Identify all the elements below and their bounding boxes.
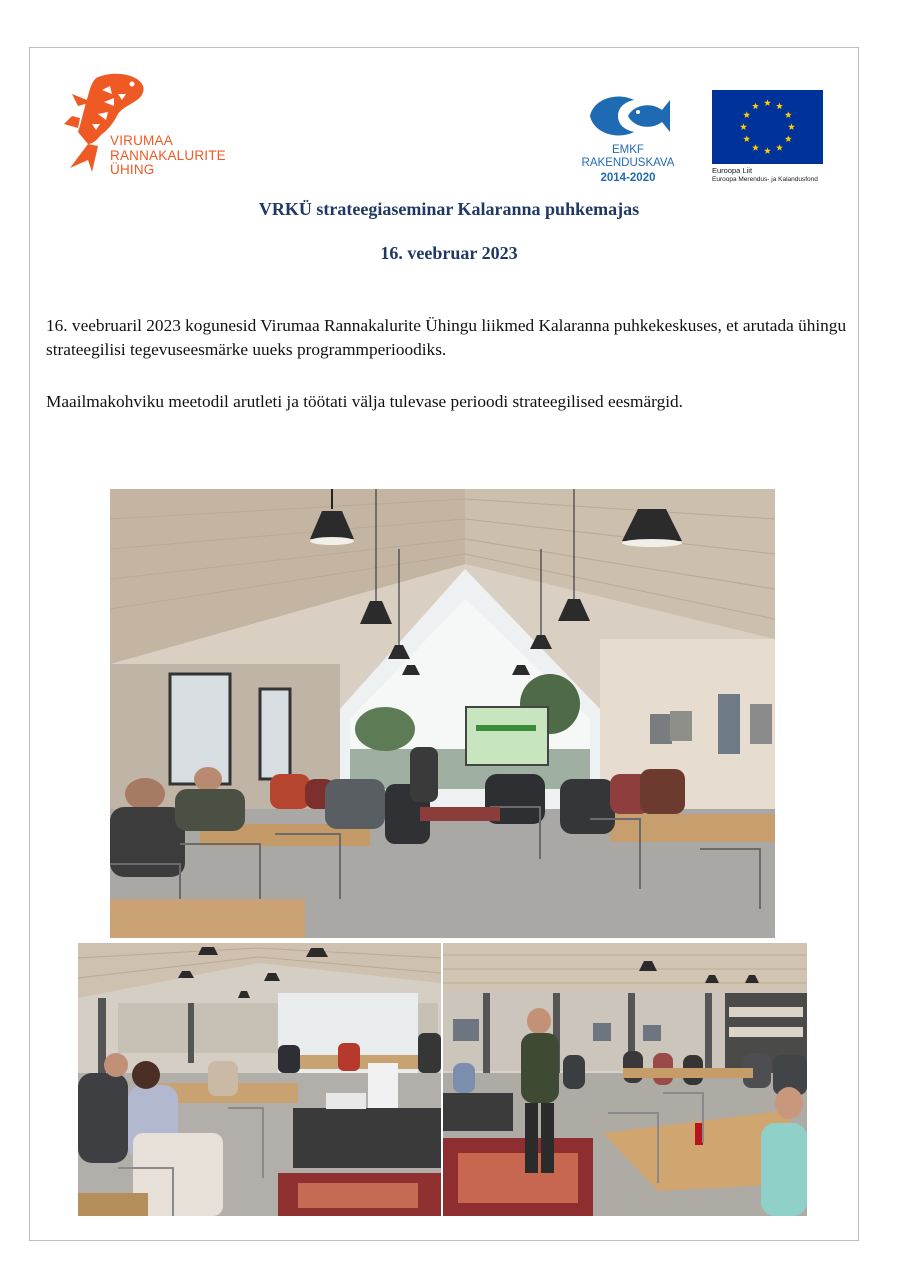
org-name-line1: VIRUMAA	[110, 133, 173, 148]
org-name-line3: ÜHING	[110, 162, 155, 177]
seminar-hall-wide-photo	[110, 489, 775, 938]
eu-caption1: Euroopa Liit	[712, 166, 753, 175]
emkf-line2: RAKENDUSKAVA	[581, 157, 675, 169]
org-name-line2: RANNAKALURITE	[110, 147, 226, 163]
document-title: VRKÜ strateegiaseminar Kalaranna puhkemajas	[258, 199, 640, 219]
emkf-logo	[572, 92, 684, 188]
seminar-participants-photo	[78, 943, 441, 1216]
org-logo	[58, 72, 238, 176]
eu-logo	[712, 90, 824, 190]
fish-circle-icon	[572, 92, 684, 142]
document-date: 16. veebruar 2023	[380, 243, 518, 263]
paragraph-method: Maailmakohviku meetodil arutleti ja töötati välja tulevase perioodi strateegilised eesmärgid.	[46, 392, 683, 411]
emkf-years: 2014-2020	[600, 172, 656, 184]
paragraph-intro: 16. veebruaril 2023 kogunesid Virumaa Rannakalurite Ühingu liikmed Kalaranna puhkekeskuses, et arutada ühingu strateegilisi tegevuseesmärke uueks programmperioodiks.	[46, 316, 847, 359]
seminar-speaker-photo	[443, 943, 807, 1216]
emkf-line1: EMKF	[612, 144, 644, 156]
eu-caption2: Euroopa Merendus- ja Kalandusfond	[712, 176, 818, 183]
eu-flag-icon	[712, 90, 824, 164]
